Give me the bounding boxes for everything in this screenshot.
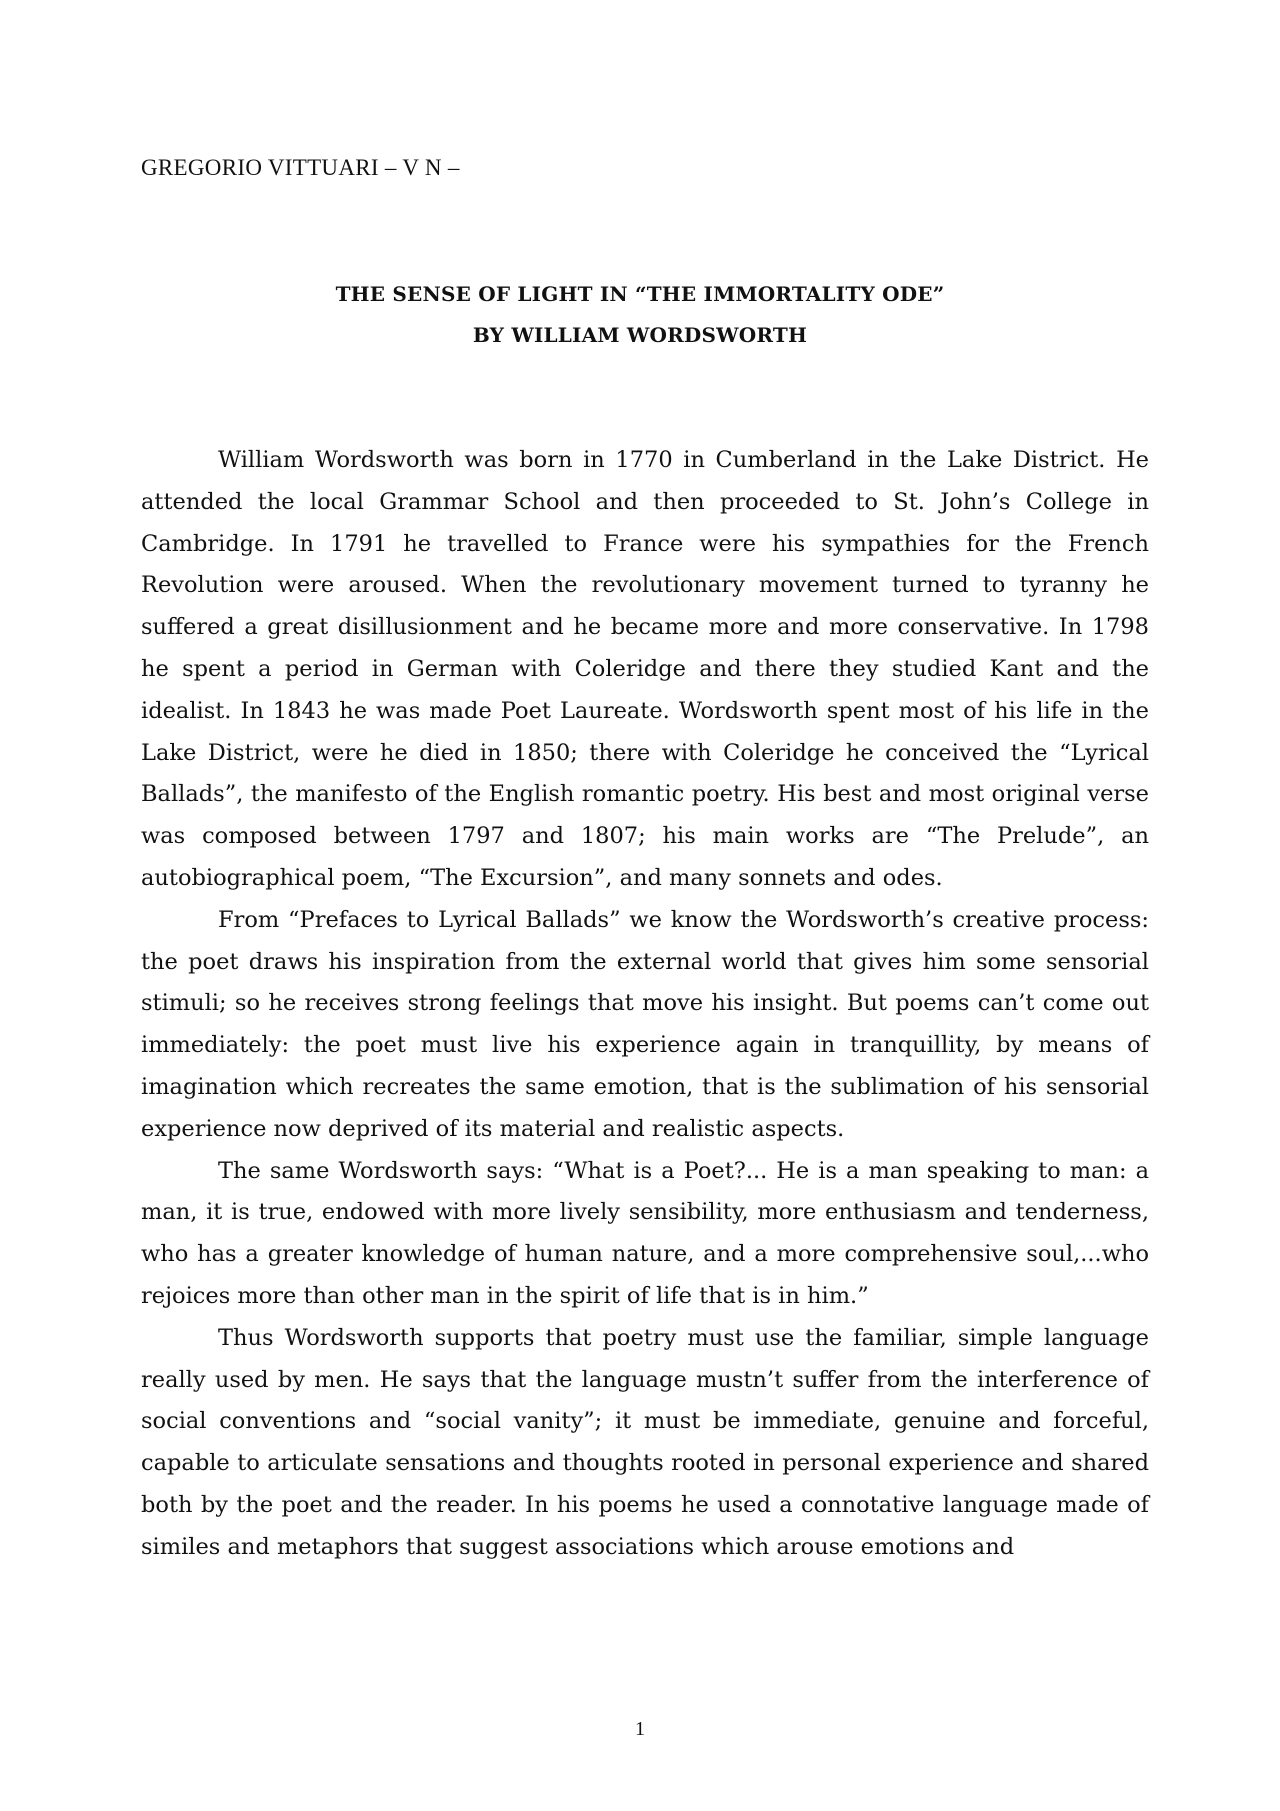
author-line: GREGORIO VITTUARI – V N – [141, 155, 460, 180]
document-title-line-2: BY WILLIAM WORDSWORTH [472, 323, 808, 347]
page-number: 1 [635, 1718, 645, 1740]
paragraph-2: From “Prefaces to Lyrical Ballads” we know the Wordsworth’s creative process: the poet draws his inspiration from the external world that gives him some sensorial stimuli; so he receives strong feelings that move his insight. But poems can’t come out immediately: the poet must live his experience again in tranquillity, by means of imagination which recreates the same emotion, that is the sublimation of his sensorial experience now deprived of its material and realistic aspects. [141, 906, 1149, 1142]
body-text [141, 440, 1149, 1569]
paragraph-1: William Wordsworth was born in 1770 in Cumberland in the Lake District. He attended the local Grammar School and then proceeded to St. John’s College in Cambridge. In 1791 he travelled to France were his sympathies for the French Revolution were aroused. When the revolutionary movement turned to tyranny he suffered a great disillusionment and he became more and more conservative. In 1798 he spent a period in German with Coleridge and there they studied Kant and the idealist. In 1843 he was made Poet Laureate. Wordsworth spent most of his life in the Lake District, were he died in 1850; there with Coleridge he conceived the “Lyrical Ballads”, the manifesto of the English romantic poetry. His best and most original verse was composed between 1797 and 1807; his main works are “The Prelude”, an autobiographical poem, “The Excursion”, and many sonnets and odes. [141, 447, 1149, 891]
document-title-line-1: THE SENSE OF LIGHT IN “THE IMMORTALITY ODE” [335, 282, 945, 306]
paragraph-4: Thus Wordsworth supports that poetry must use the familiar, simple language really used by men. He says that the language mustn’t suffer from the interference of social conventions and “social vanity”; it must be immediate, genuine and forceful, capable to articulate sensations and thoughts rooted in personal experience and shared both by the poet and the reader. In his poems he used a connotative language made of similes and metaphors that suggest associations which arouse emotions and [141, 1324, 1149, 1560]
paragraph-3: The same Wordsworth says: “What is a Poet?... He is a man speaking to man: a man, it is true, endowed with more lively sensibility, more enthusiasm and tenderness, who has a greater knowledge of human nature, and a more comprehensive soul,...who rejoices more than other man in the spirit of life that is in him.” [141, 1157, 1149, 1309]
